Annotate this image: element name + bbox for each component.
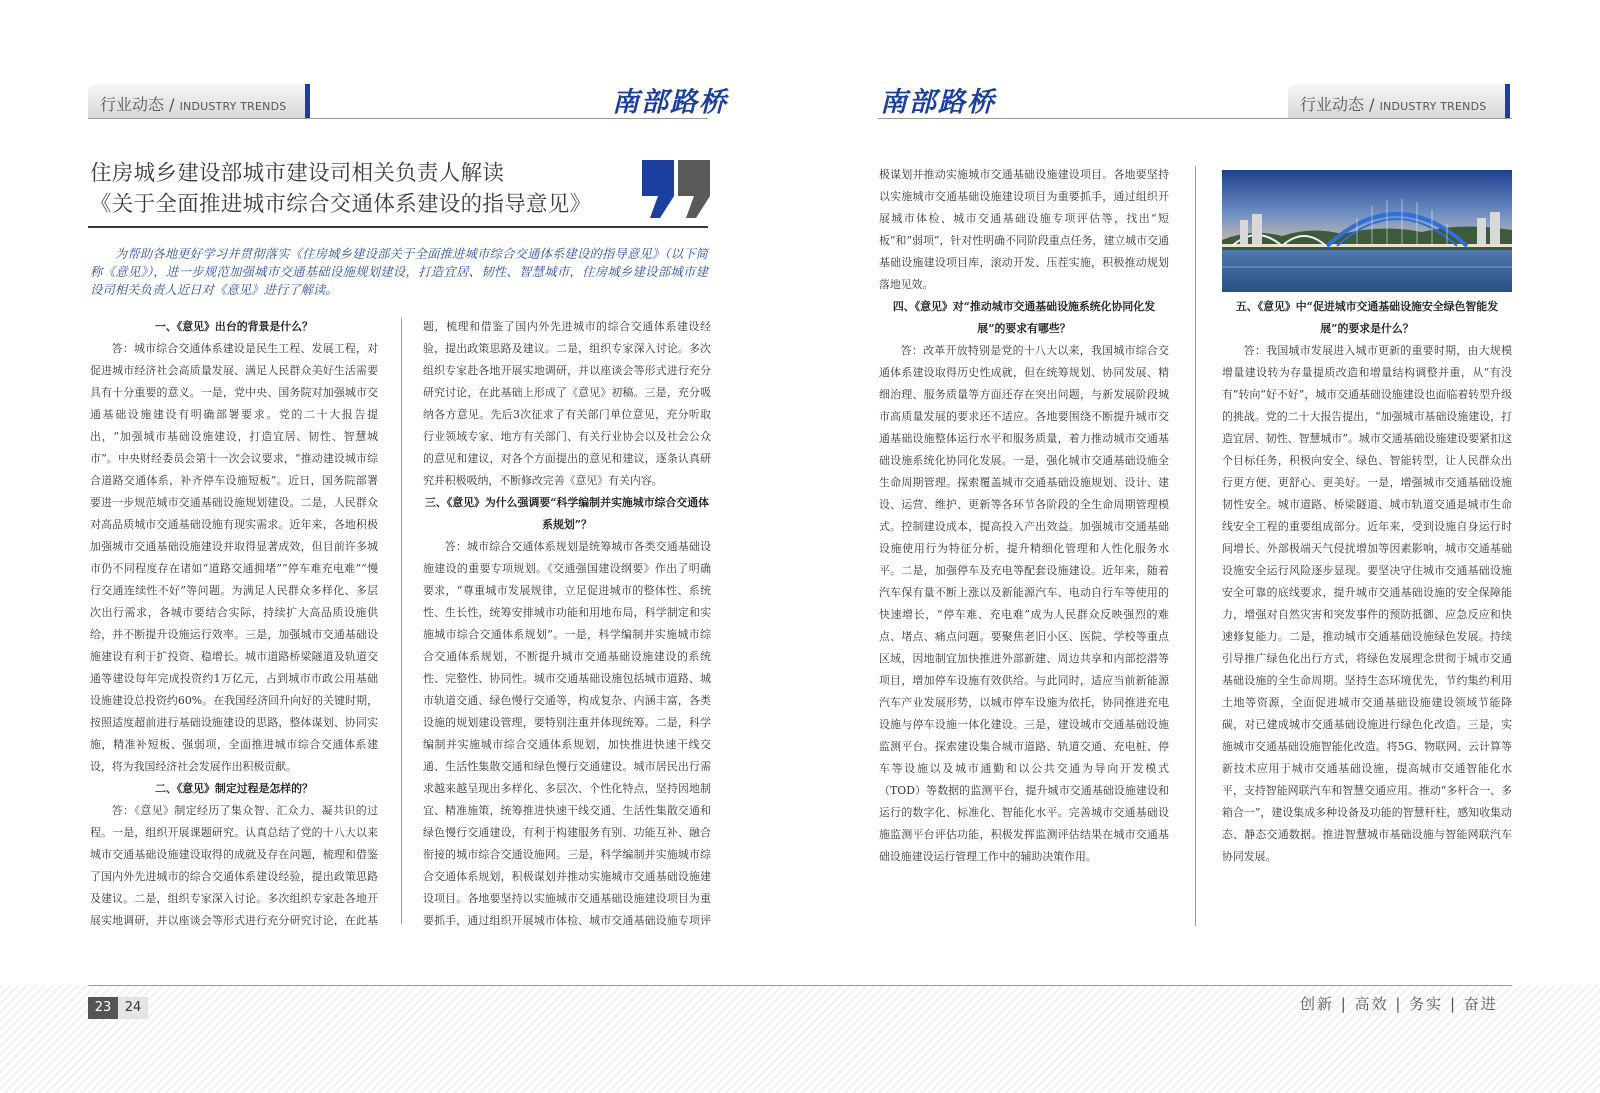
- brand-logo-left: 南部路桥: [612, 87, 728, 118]
- column-4: [1222, 296, 1512, 926]
- section-tab-right: [1288, 84, 1510, 118]
- brand-logo-right: 南部路桥: [880, 87, 996, 118]
- answer-3: 答：城市综合交通体系规划是统筹城市各类交通基础设施建设的重要专项规划。《交通强国建设纲要》作出了明确要求，“尊重城市发展规律，立足促进城市的整体性、系统性、生长性，统筹安排城市功能和用地布局，科学制定和实施城市综合交通体系规划”。一是，科学编制并实施城市综合交通体系规划，不断提升城市交通基础设施建设的系统性、完整性、协同性。城市交通基础设施包括城市道路、城市轨道交通、绿色慢行交通等，构成复杂、内涵丰富，各类设施的规划建设管理，要特别注重并体现统筹。二是，科学编制并实施城市综合交通体系规划，加快推进快速干线交通、生活性集散交通和绿色慢行交通建设。城市居民出行需求越来越呈现出多样化、多层次、个性化特点，坚持因地制宜、精准施策，统筹推进快速干线交通、生活性集散交通和绿色慢行交通建设，有利于构建服务有别、功能互补、融合衔接的城市综合交通设施网。三是，科学编制并实施城市综合交通体系规划，积极谋划并推动实施城市交通基础设施建设项目。各地要坚持以实施城市交通基础设施建设项目为重要抓手，通过组织开展城市体检、城市交通基础设施专项评: [423, 540, 711, 926]
- article-title-line1: 住房城乡建设部城市建设司相关负责人解读: [90, 161, 505, 186]
- footer-slogan: 创新 | 高效 | 务实 | 奋进: [1300, 995, 1498, 1013]
- answer-1: 答：城市综合交通体系建设是民生工程、发展工程，对促进城市经济社会高质量发展、满足人民群众美好生活需要具有十分重要的意义。一是，党中央、国务院对加强城市交通基础设施建设有明确部署要求。党的二十大报告提出，“加强城市基础设施建设，打造宜居、韧性、智慧城市”。中央财经委员会第十一次会议要求，“推动建设城市综合道路交通体系，补齐停车设施短板”。近日，国务院部署要进一步规范城市交通基础设施规划建设。二是，人民群众对高品质城市交通基础设施有现实需求。近年来，各地积极加强城市交通基础设施建设并取得显著成效，但目前许多城市仍不同程度存在诸如“道路交通拥堵”“停车难充电难”“慢行交通连续性不好”等问题。为满足人民群众多样化、多层次出行需求，各城市要结合实际，持续扩大高品质设施供给，并不断提升设施运行效率。三是，加强城市交通基础设施建设有利于扩投资、稳增长。城市道路桥梁隧道及轨道交通等建设每年完成投资约1万亿元，占到城市市政公用基础设施建设总投资约60%。在我国经济回升向好的关键时期，按照适度超前进行基础设施建设的思路，整体谋划、协同实施，精准补短板、强弱项，全面推进城市综合交通体系建设，将为我国经济社会发展作出积极贡献。: [90, 342, 378, 773]
- page-number-right: 24: [118, 997, 148, 1019]
- section-label-right: 行业动态 / INDUSTRY TRENDS: [1300, 95, 1487, 114]
- column-divider-right: [1195, 166, 1196, 926]
- section-label-left: 行业动态 / INDUSTRY TRENDS: [100, 95, 287, 114]
- answer-2: 答：《意见》制定经历了集众智、汇众力、凝共识的过程。一是，组织开展课题研究。认真总结了党的十八大以来城市交通基础设施建设取得的成就及存在问题，梳理和借鉴了国内外先进城市的综合交通体系建设经验，提出政策思路及建议。二是，组织专家深入讨论。多次组织专家赴各地开展实地调研，并以座谈会等形式进行充分研究讨论，在此基: [90, 804, 378, 926]
- title-divider: [88, 226, 708, 228]
- answer-4: 答：改革开放特别是党的十八大以来，我国城市综合交通体系建设取得历史性成就，但在统筹规划、协同发展、精细治理、服务质量等方面还存在突出问题，与新发展阶段城市高质量发展的要求还不适应。各地要围绕不断提升城市交通基础设施整体运行水平和服务质量，着力推动城市交通基础设施系统化协同化发展。一是，强化城市交通基础设施全生命周期管理。探索覆盖城市交通基础设施规划、设计、建设、运营、维护、更新等各环节各阶段的全生命周期管理模式。控制建设成本，提高投入产出效益。加强城市交通基础设施使用行为特征分析，提升精细化管理和人性化服务水平。二是，加强停车及充电等配套设施建设。近年来，随着汽车保有量不断上涨以及新能源汽车、电动自行车等使用的快速增长，“停车难、充电难”成为人民群众反映强烈的难点、堵点、痛点问题。要聚焦老旧小区、医院、学校等重点区域，因地制宜加快推进外部新建、周边共享和内部挖潜等项目，增加停车设施有效供给。与此同时，适应当前新能源汽车产业发展形势，以城市停车设施为依托，协同推进充电设施与停车设施一体化建设。三是，建设城市交通基础设施监测平台。探索建设集合城市道路、轨道交通、充电桩、停车等设施以及城市通勤和以公共交通为导向开发模式（TOD）等数据的监测平台，提升城市交通基础设施建设和运行的数字化、标准化、智能化水平。完善城市交通基础设施监测平台评估功能，积极发挥监测评估结果在城市交通基础设施建设运行管理工作中的辅助决策作用。: [879, 344, 1169, 863]
- header-rule-right: [878, 118, 1512, 119]
- answer-5: 答：我国城市发展进入城市更新的重要时期，由大规模增量建设转为存量提质改造和增量结构调整并重，从“有没有”转向“好不好”，城市交通基础设施建设也面临着转型升级的挑战。党的二十大报告提出，“加强城市基础设施建设，打造宜居、韧性、智慧城市”。城市交通基础设施建设要紧扣这个目标任务，积极向安全、绿色、智能转型，让人民群众出行更方便、更舒心、更美好。一是，增强城市交通基础设施韧性安全。城市道路、桥梁隧道、城市轨道交通是城市生命线安全工程的重要组成部分。近年来，受到设施自身运行时间增长、外部极端天气侵扰增加等因素影响，城市交通基础设施安全运行风险逐步显现。要坚决守住城市交通基础设施安全可靠的底线要求，提升城市交通基础设施的安全保障能力，增强对自然灾害和突发事件的预防抵御、应急反应和快速修复能力。二是，推动城市交通基础设施绿色发展。持续引导推广绿色化出行方式，将绿色发展理念贯彻于城市交通基础设施的全生命周期。坚持生态环境优先，节约集约利用土地等资源，全面促进城市交通基础设施建设领域节能降碳，对已建成城市交通基础设施进行绿色化改造。三是，实施城市交通基础设施智能化改造。将5G、物联网、云计算等新技术应用于城市交通基础设施，提高城市交通智能化水平，支持智能网联汽车和智慧交通应用。推动“多杆合一、多箱合一”，建设集成多种设备及功能的智慧杆柱，感知收集动态、静态交通数据。推进智慧城市基础设施与智能网联汽车协同发展。: [1222, 344, 1512, 863]
- question-4-heading: 四、《意见》对“推动城市交通基础设施系统化协同化发展”的要求有哪些？: [892, 300, 1156, 335]
- question-3-heading: 三、《意见》为什么强调要“科学编制并实施城市综合交通体系规划”？: [425, 496, 709, 531]
- page-number-left: 23: [88, 997, 118, 1019]
- column-3: [879, 164, 1169, 926]
- bridge-photo: [1222, 170, 1512, 292]
- column-2: [423, 316, 711, 926]
- question-2-heading: 二、《意见》制定过程是怎样的？: [155, 782, 313, 795]
- question-5-heading: 五、《意见》中“促进城市交通基础设施安全绿色智能发展”的要求是什么？: [1235, 300, 1499, 335]
- article-title: [90, 158, 630, 220]
- quote-icon: [640, 158, 712, 220]
- column-1: [90, 316, 378, 926]
- footer-rule: [88, 985, 1512, 986]
- section-tab-left: [88, 84, 310, 118]
- article-title-line2: 《关于全面推进城市综合交通体系建设的指导意见》: [90, 192, 592, 217]
- answer-2-continued: 题，梳理和借鉴了国内外先进城市的综合交通体系建设经验，提出政策思路及建议。二是，组织专家深入讨论。多次组织专家赴各地开展实地调研，并以座谈会等形式进行充分研究讨论，在此基础上形成了《意见》初稿。三是，充分吸纳各方意见。先后3次征求了有关部门单位意见，充分听取行业领域专家、地方有关部门、有关行业协会以及社会公众的意见和建议，对各个方面提出的意见和建议，逐条认真研究并积极吸纳，不断修改完善《意见》有关内容。: [423, 320, 711, 487]
- answer-3-continued: 极谋划并推动实施城市交通基础设施建设项目。各地要坚持以实施城市交通基础设施建设项目为重要抓手，通过组织开展城市体检、城市交通基础设施专项评估等，找出“短板”和“弱项”，针对性明确不同阶段重点任务，建立城市交通基础设施建设项目库，滚动开发、压茬实施，积极推动规划落地见效。: [879, 168, 1169, 291]
- column-divider-left: [401, 318, 402, 924]
- right-page: [800, 0, 1600, 1093]
- article-intro: 为帮助各地更好学习并贯彻落实《住房城乡建设部关于全面推进城市综合交通体系建设的指导意见》（以下简称《意见》），进一步规范加强城市交通基础设施规划建设，打造宜居、韧性、智慧城市，住房城乡建设部城市建设司相关负责人近日对《意见》进行了解读。: [90, 246, 708, 297]
- question-1-heading: 一、《意见》出台的背景是什么？: [155, 320, 313, 333]
